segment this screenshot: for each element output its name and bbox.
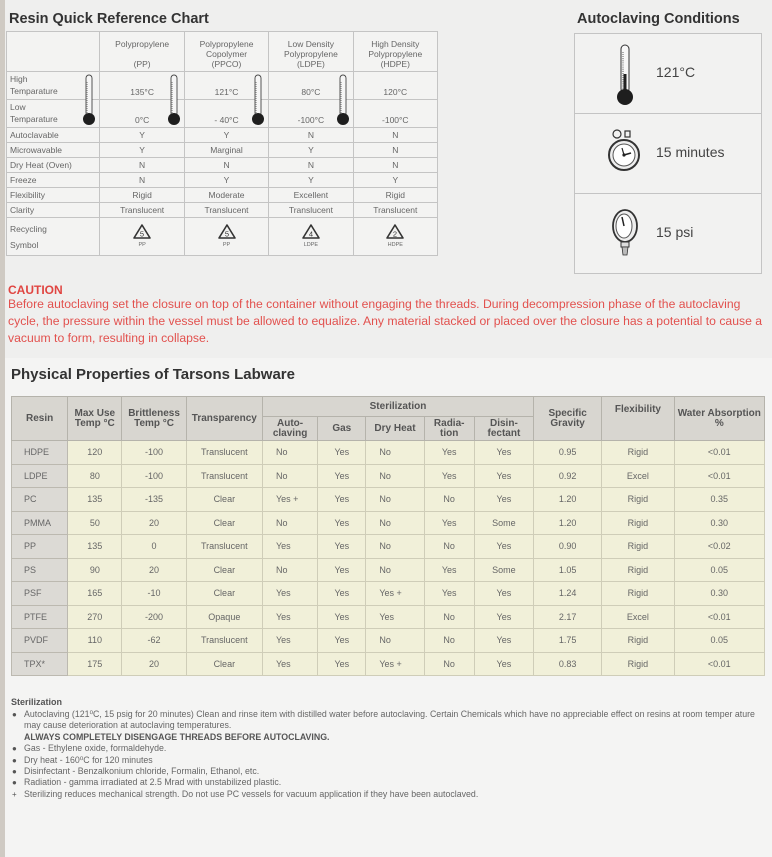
table-cell: Clear bbox=[186, 511, 262, 535]
cell-value: 121°C bbox=[214, 87, 239, 97]
table-cell: No bbox=[366, 558, 424, 582]
autoclaving-value: 15 minutes bbox=[656, 144, 725, 160]
table-cell: 110 bbox=[68, 629, 122, 653]
property-row bbox=[7, 188, 438, 203]
recycle-code: PP bbox=[222, 242, 231, 249]
cell: N bbox=[353, 128, 437, 143]
recycle-code: LDPE bbox=[303, 242, 319, 249]
table-cell: Yes bbox=[318, 535, 366, 559]
table-cell: Yes bbox=[474, 464, 533, 488]
recycle-icon bbox=[301, 224, 321, 249]
resin-name-cell: PS bbox=[12, 558, 68, 582]
table-cell: -10 bbox=[122, 582, 186, 606]
cell-value: 0°C bbox=[134, 115, 150, 125]
plus-bullet-icon: + bbox=[12, 789, 17, 799]
table-cell: Yes bbox=[366, 605, 424, 629]
table-cell: Translucent bbox=[186, 464, 262, 488]
row-label: Microwavable bbox=[7, 143, 100, 158]
column-name: Polypropylene Copolymer bbox=[199, 39, 254, 59]
cell: N bbox=[100, 158, 184, 173]
recycle-icon bbox=[385, 224, 405, 249]
note-text: Gas - Ethylene oxide, formaldehyde. bbox=[24, 743, 167, 754]
table-cell: 0.05 bbox=[674, 558, 764, 582]
cell bbox=[184, 100, 268, 128]
cell: Translucent bbox=[353, 203, 437, 218]
table-cell: -100 bbox=[122, 464, 186, 488]
cell: Translucent bbox=[100, 203, 184, 218]
note-item bbox=[11, 789, 766, 800]
table-cell: Clear bbox=[186, 652, 262, 676]
table-cell: Rigid bbox=[602, 441, 674, 465]
table-cell: 0.05 bbox=[674, 629, 764, 653]
cell bbox=[100, 218, 184, 256]
table-cell: 165 bbox=[68, 582, 122, 606]
table-cell: 2.17 bbox=[534, 605, 602, 629]
table-cell: Yes bbox=[262, 535, 317, 559]
cell-value: 120°C bbox=[383, 87, 408, 97]
autoclaving-item bbox=[575, 194, 761, 274]
recycle-number: 5 bbox=[224, 229, 229, 239]
row-label: Freeze bbox=[7, 173, 100, 188]
property-row bbox=[7, 128, 438, 143]
table-cell: Yes bbox=[318, 652, 366, 676]
table-cell: <0.01 bbox=[674, 441, 764, 465]
resin-name-cell: TPX* bbox=[12, 652, 68, 676]
cell-value: 135°C bbox=[130, 87, 154, 97]
physical-properties-title: Physical Properties of Tarsons Labware bbox=[11, 366, 295, 383]
label-line: High bbox=[10, 74, 28, 84]
resin-chart-corner bbox=[7, 32, 100, 72]
high-temp-row bbox=[7, 72, 438, 100]
table-cell: 1.20 bbox=[534, 488, 602, 512]
table-row bbox=[12, 441, 765, 465]
bullet-icon: ● bbox=[12, 767, 17, 777]
table-cell: Yes bbox=[474, 629, 533, 653]
cell: N bbox=[100, 173, 184, 188]
resin-name-cell: HDPE bbox=[12, 441, 68, 465]
table-cell: No bbox=[424, 535, 474, 559]
thermometer-icon bbox=[615, 44, 635, 106]
header-brittleness-temp: Brittleness Temp °C bbox=[122, 397, 186, 441]
table-cell: Yes bbox=[318, 511, 366, 535]
cell: N bbox=[353, 158, 437, 173]
label-line: Recycling bbox=[10, 223, 47, 234]
table-cell: No bbox=[262, 464, 317, 488]
column-header bbox=[353, 32, 437, 72]
cell: Y bbox=[184, 128, 268, 143]
header-flexibility: Flexibility bbox=[602, 397, 674, 441]
resin-name-cell: PC bbox=[12, 488, 68, 512]
cell: Translucent bbox=[269, 203, 353, 218]
note-text: Autoclaving (121⁰C, 15 psig for 20 minutes) Clean and rinse item with distilled water before autoclaving. Certain Chemicals which have no appreciable effect on resins at room temper ature may cause deterioration at autoclaving temperatures. bbox=[24, 709, 755, 731]
property-row bbox=[7, 143, 438, 158]
table-cell: 1.05 bbox=[534, 558, 602, 582]
table-cell: 135 bbox=[68, 488, 122, 512]
table-cell: No bbox=[262, 441, 317, 465]
table-cell: Some bbox=[474, 558, 533, 582]
table-cell: No bbox=[366, 441, 424, 465]
table-cell: Yes + bbox=[366, 582, 424, 606]
cell: Rigid bbox=[353, 188, 437, 203]
table-cell: Yes + bbox=[262, 488, 317, 512]
cell-value: - 40°C bbox=[214, 115, 239, 125]
table-cell: Excel bbox=[602, 605, 674, 629]
table-cell: 20 bbox=[122, 558, 186, 582]
cell bbox=[269, 100, 353, 128]
table-row bbox=[12, 652, 765, 676]
table-cell: -62 bbox=[122, 629, 186, 653]
bullet-icon: ● bbox=[12, 778, 17, 788]
bullet-icon: ● bbox=[12, 744, 17, 754]
resin-chart-table bbox=[6, 31, 438, 256]
autoclaving-item bbox=[575, 34, 761, 114]
sterilization-notes-list bbox=[11, 709, 766, 800]
resin-chart-header-row bbox=[7, 32, 438, 72]
cell: Y bbox=[269, 173, 353, 188]
caution-title: CAUTION bbox=[8, 283, 63, 297]
recycling-row bbox=[7, 218, 438, 256]
header-radiation: Radia- tion bbox=[424, 417, 474, 441]
table-cell: No bbox=[366, 535, 424, 559]
note-item bbox=[11, 777, 766, 788]
cell: Y bbox=[184, 173, 268, 188]
recycle-number: 2 bbox=[393, 229, 398, 239]
header-transparency: Transparency bbox=[186, 397, 262, 441]
note-item bbox=[11, 755, 766, 766]
table-cell: Yes bbox=[318, 582, 366, 606]
property-row bbox=[7, 203, 438, 218]
cell-value: -100°C bbox=[297, 115, 325, 125]
table-cell: 0.83 bbox=[534, 652, 602, 676]
table-cell: No bbox=[366, 464, 424, 488]
table-cell: 80 bbox=[68, 464, 122, 488]
table-cell: Yes bbox=[474, 582, 533, 606]
property-row bbox=[7, 158, 438, 173]
stopwatch-icon bbox=[607, 128, 641, 174]
cell bbox=[100, 100, 184, 128]
cell bbox=[269, 218, 353, 256]
row-label: Autoclavable bbox=[7, 128, 100, 143]
label-line: Temparature bbox=[10, 114, 58, 124]
table-cell: Yes bbox=[474, 652, 533, 676]
label-line: Temparature bbox=[10, 86, 58, 96]
row-label: Dry Heat (Oven) bbox=[7, 158, 100, 173]
low-temp-row bbox=[7, 100, 438, 128]
table-cell: <0.01 bbox=[674, 605, 764, 629]
cell: Y bbox=[269, 143, 353, 158]
table-cell: No bbox=[366, 629, 424, 653]
table-cell: Clear bbox=[186, 488, 262, 512]
table-row bbox=[12, 558, 765, 582]
resin-chart-title: Resin Quick Reference Chart bbox=[9, 11, 209, 27]
cell: Marginal bbox=[184, 143, 268, 158]
recycle-icon bbox=[132, 224, 152, 249]
resin-name-cell: PSF bbox=[12, 582, 68, 606]
table-cell: 0.92 bbox=[534, 464, 602, 488]
column-header bbox=[269, 32, 353, 72]
note-text: Disinfectant - Benzalkonium chloride, Formalin, Ethanol, etc. bbox=[24, 766, 260, 777]
header-row bbox=[12, 397, 765, 417]
table-cell: Yes bbox=[424, 558, 474, 582]
table-cell: 120 bbox=[68, 441, 122, 465]
table-cell: 20 bbox=[122, 511, 186, 535]
table-cell: Rigid bbox=[602, 535, 674, 559]
resin-name-cell: PTFE bbox=[12, 605, 68, 629]
header-autoclaving: Auto- claving bbox=[262, 417, 317, 441]
cell: Rigid bbox=[100, 188, 184, 203]
table-cell: Yes + bbox=[366, 652, 424, 676]
table-row bbox=[12, 535, 765, 559]
table-cell: Clear bbox=[186, 558, 262, 582]
table-cell: Yes bbox=[318, 464, 366, 488]
sterilization-notes-title: Sterilization bbox=[11, 697, 63, 707]
table-cell: Some bbox=[474, 511, 533, 535]
cell: Excellent bbox=[269, 188, 353, 203]
table-cell: Yes bbox=[262, 582, 317, 606]
table-cell: Translucent bbox=[186, 629, 262, 653]
cell: N bbox=[353, 143, 437, 158]
table-cell: <0.01 bbox=[674, 464, 764, 488]
page-edge bbox=[0, 0, 5, 857]
table-cell: 0.90 bbox=[534, 535, 602, 559]
table-cell: 1.24 bbox=[534, 582, 602, 606]
table-cell: <0.02 bbox=[674, 535, 764, 559]
table-cell: Translucent bbox=[186, 441, 262, 465]
column-name: Low Density Polypropylene bbox=[283, 39, 338, 59]
cell: Y bbox=[100, 128, 184, 143]
autoclaving-item bbox=[575, 114, 761, 194]
note-warning: ALWAYS COMPLETELY DISENGAGE THREADS BEFORE AUTOCLAVING. bbox=[24, 731, 330, 742]
cell: Y bbox=[100, 143, 184, 158]
table-row bbox=[12, 488, 765, 512]
label-line: Symbol bbox=[10, 239, 39, 250]
table-cell: 0 bbox=[122, 535, 186, 559]
table-cell: 135 bbox=[68, 535, 122, 559]
pressure-gauge-icon bbox=[611, 206, 639, 258]
table-cell: Yes bbox=[424, 582, 474, 606]
recycle-number: 4 bbox=[308, 229, 313, 239]
header-max-use-temp: Max Use Temp °C bbox=[68, 397, 122, 441]
physical-properties-table bbox=[11, 396, 765, 676]
cell bbox=[269, 72, 353, 100]
table-cell: 0.30 bbox=[674, 582, 764, 606]
cell bbox=[100, 72, 184, 100]
header-disinfectant: Disin- fectant bbox=[474, 417, 533, 441]
column-abbr: (PP) bbox=[133, 59, 151, 69]
header-resin: Resin bbox=[12, 397, 68, 441]
column-header bbox=[184, 32, 268, 72]
table-cell: Rigid bbox=[602, 652, 674, 676]
cell: Y bbox=[353, 173, 437, 188]
table-cell: Yes bbox=[424, 511, 474, 535]
table-cell: Yes bbox=[262, 605, 317, 629]
table-cell: Yes bbox=[318, 558, 366, 582]
table-row bbox=[12, 629, 765, 653]
column-abbr: (HDPE) bbox=[380, 59, 410, 69]
cell-value: 80°C bbox=[301, 87, 321, 97]
cell bbox=[353, 218, 437, 256]
table-cell: No bbox=[424, 605, 474, 629]
row-label: Flexibility bbox=[7, 188, 100, 203]
table-cell: Opaque bbox=[186, 605, 262, 629]
table-cell: 90 bbox=[68, 558, 122, 582]
header-gas: Gas bbox=[318, 417, 366, 441]
cell bbox=[353, 72, 437, 100]
property-row bbox=[7, 173, 438, 188]
cell: N bbox=[269, 158, 353, 173]
table-cell: -200 bbox=[122, 605, 186, 629]
table-cell: 1.75 bbox=[534, 629, 602, 653]
resin-name-cell: PP bbox=[12, 535, 68, 559]
table-cell: 270 bbox=[68, 605, 122, 629]
recycle-code: PP bbox=[138, 242, 146, 249]
table-cell: 20 bbox=[122, 652, 186, 676]
table-cell: Rigid bbox=[602, 582, 674, 606]
recycle-icon bbox=[217, 224, 237, 249]
table-cell: Rigid bbox=[602, 558, 674, 582]
table-cell: 0.95 bbox=[534, 441, 602, 465]
column-abbr: (PPCO) bbox=[211, 59, 242, 69]
cell-value: -100°C bbox=[382, 115, 409, 125]
recycle-number: 5 bbox=[140, 229, 145, 239]
note-item bbox=[11, 743, 766, 754]
row-label: Clarity bbox=[7, 203, 100, 218]
column-name: High Density Polypropylene bbox=[368, 39, 423, 59]
note-text: Sterilizing reduces mechanical strength. Do not use PC vessels for vacuum application if they have been autoclaved. bbox=[24, 788, 479, 799]
caution-text: Before autoclaving set the closure on top of the container without engaging the threads. During decompression phase of the autoclaving cycle, the pressure within the vessel must be allowed to equalize. Any material stacked or placed over the closure has a potential to cause a vacuum to form, resulting in collapse. bbox=[8, 297, 763, 345]
note-item bbox=[11, 766, 766, 777]
table-cell: Yes bbox=[318, 488, 366, 512]
table-cell: Yes bbox=[424, 464, 474, 488]
label-line: Low bbox=[10, 102, 26, 112]
cell: Translucent bbox=[184, 203, 268, 218]
resin-name-cell: LDPE bbox=[12, 464, 68, 488]
table-row bbox=[12, 582, 765, 606]
column-name: Polypropylene bbox=[115, 39, 170, 49]
table-cell: No bbox=[424, 488, 474, 512]
autoclaving-value: 15 psi bbox=[656, 224, 694, 240]
table-cell: No bbox=[366, 511, 424, 535]
note-item bbox=[11, 709, 766, 743]
header-dry-heat: Dry Heat bbox=[366, 417, 424, 441]
table-cell: No bbox=[262, 511, 317, 535]
header-water-absorption: Water Absorption % bbox=[674, 397, 764, 441]
table-cell: No bbox=[262, 558, 317, 582]
row-label bbox=[7, 72, 100, 100]
header-specific-gravity: Specific Gravity bbox=[534, 397, 602, 441]
table-row bbox=[12, 464, 765, 488]
table-cell: Yes bbox=[474, 535, 533, 559]
recycle-code: HDPE bbox=[387, 242, 403, 249]
bullet-icon: ● bbox=[12, 710, 17, 719]
table-cell: -100 bbox=[122, 441, 186, 465]
table-cell: Yes bbox=[318, 629, 366, 653]
cell: N bbox=[269, 128, 353, 143]
table-cell: No bbox=[424, 652, 474, 676]
table-cell: Clear bbox=[186, 582, 262, 606]
note-text: Dry heat - 160⁰C for 120 minutes bbox=[24, 754, 153, 765]
table-cell: 50 bbox=[68, 511, 122, 535]
table-cell: Yes bbox=[474, 441, 533, 465]
table-cell: Rigid bbox=[602, 511, 674, 535]
table-cell: <0.01 bbox=[674, 652, 764, 676]
header-sterilization: Sterilization bbox=[262, 397, 533, 417]
row-label bbox=[7, 218, 100, 256]
cell bbox=[184, 72, 268, 100]
autoclaving-value: 121°C bbox=[656, 64, 696, 80]
table-cell: 175 bbox=[68, 652, 122, 676]
table-row bbox=[12, 605, 765, 629]
table-cell: No bbox=[366, 488, 424, 512]
table-cell: Yes bbox=[474, 488, 533, 512]
resin-name-cell: PMMA bbox=[12, 511, 68, 535]
table-cell: Yes bbox=[318, 605, 366, 629]
cell: N bbox=[184, 158, 268, 173]
table-cell: Yes bbox=[424, 441, 474, 465]
table-cell: 0.30 bbox=[674, 511, 764, 535]
table-cell: Yes bbox=[262, 652, 317, 676]
table-cell: Yes bbox=[262, 629, 317, 653]
table-cell: Yes bbox=[474, 605, 533, 629]
table-cell: Rigid bbox=[602, 488, 674, 512]
table-row bbox=[12, 511, 765, 535]
autoclaving-box bbox=[574, 33, 762, 274]
table-cell: -135 bbox=[122, 488, 186, 512]
note-text: Radiation - gamma irradiated at 2.5 Mrad with unstabilized plastic. bbox=[24, 777, 282, 788]
table-cell: No bbox=[424, 629, 474, 653]
autoclaving-title: Autoclaving Conditions bbox=[577, 11, 740, 27]
resin-name-cell: PVDF bbox=[12, 629, 68, 653]
table-cell: 0.35 bbox=[674, 488, 764, 512]
cell bbox=[184, 218, 268, 256]
table-cell: Translucent bbox=[186, 535, 262, 559]
table-cell: Yes bbox=[318, 441, 366, 465]
table-cell: Rigid bbox=[602, 629, 674, 653]
thermometer-icon bbox=[82, 74, 96, 126]
bullet-icon: ● bbox=[12, 755, 17, 765]
cell: Moderate bbox=[184, 188, 268, 203]
cell bbox=[353, 100, 437, 128]
column-abbr: (LDPE) bbox=[296, 59, 325, 69]
table-cell: 1.20 bbox=[534, 511, 602, 535]
column-header bbox=[100, 32, 184, 72]
table-cell: Excel bbox=[602, 464, 674, 488]
